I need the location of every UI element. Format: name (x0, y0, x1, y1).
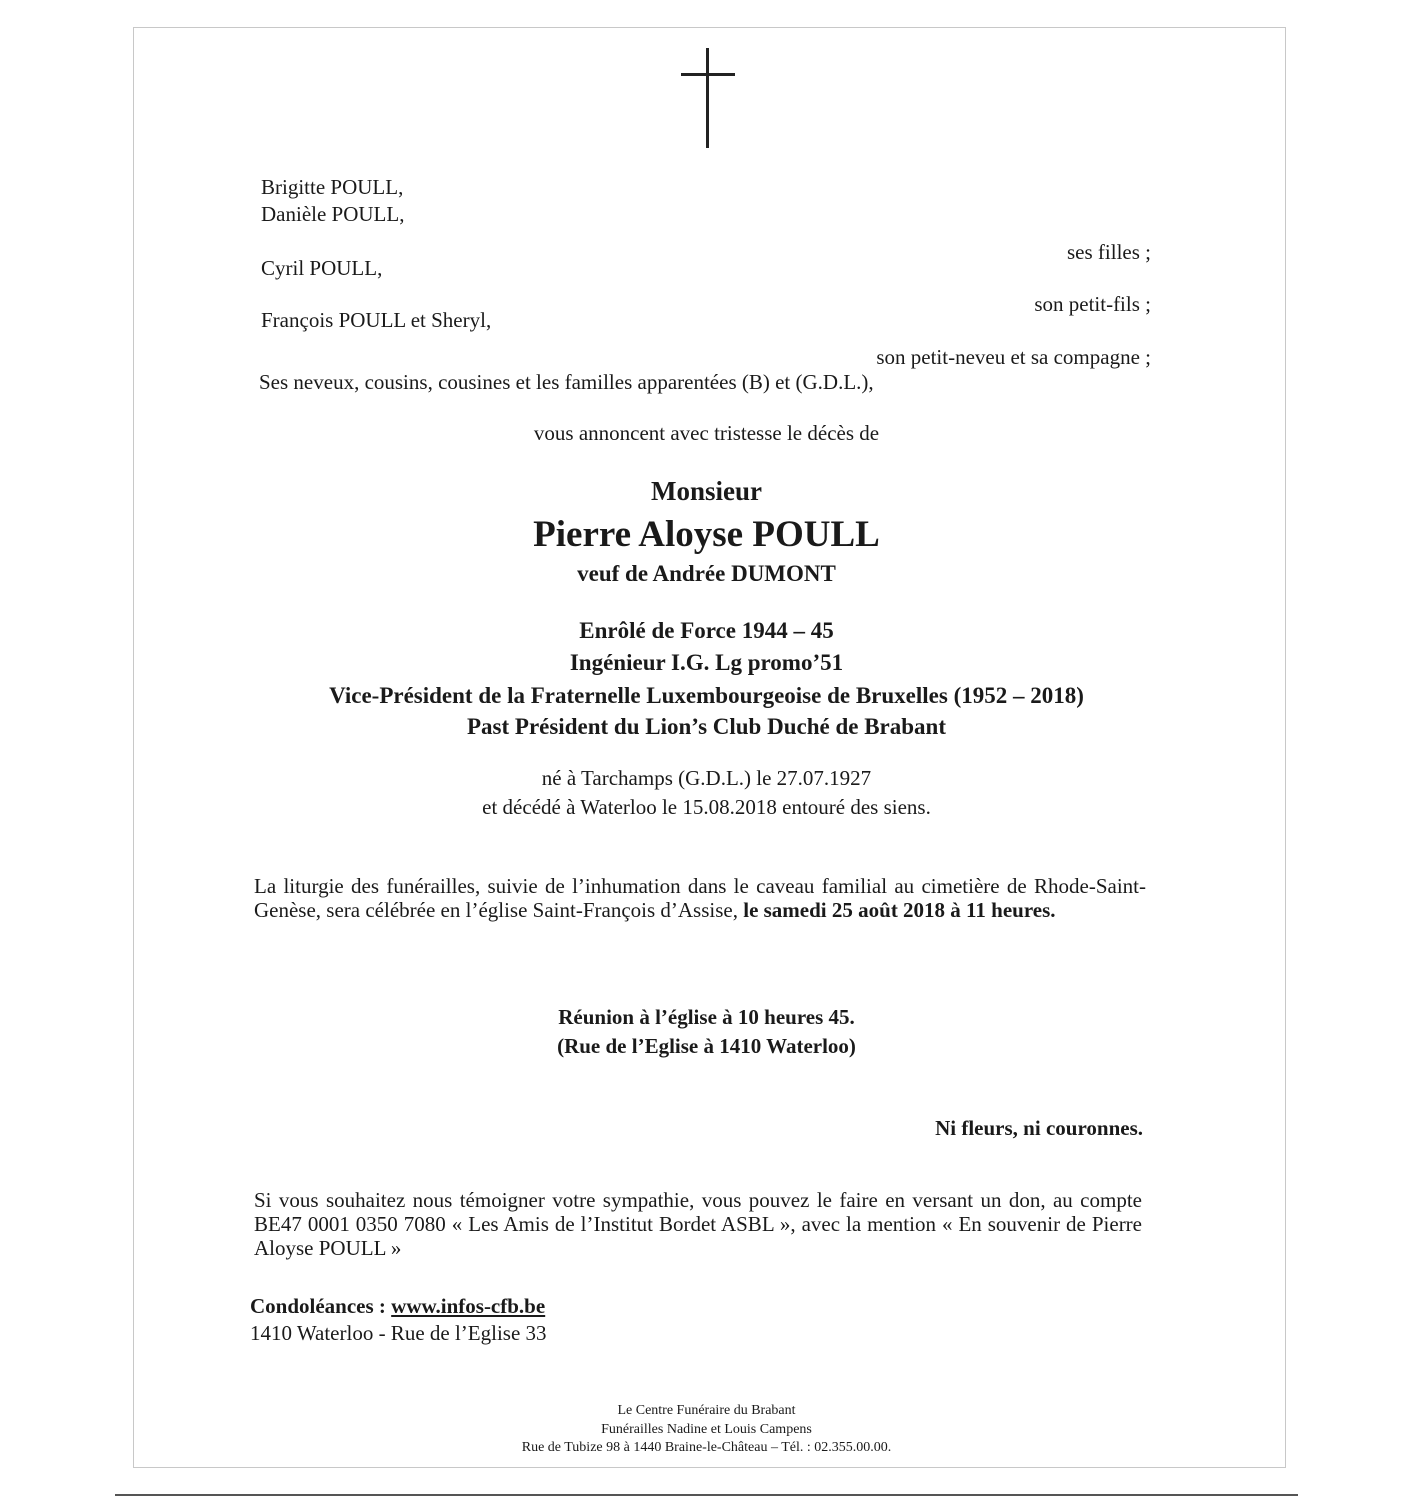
other-relatives: Ses neveux, cousins, cousines et les familles apparentées (B) et (G.D.L.), (259, 370, 874, 394)
daughters-relation: ses filles ; (1067, 240, 1151, 264)
widower-line: veuf de Andrée DUMONT (577, 561, 836, 586)
birth-line: né à Tarchamps (G.D.L.) le 27.07.1927 (541, 766, 872, 790)
condolences-line (250, 1294, 545, 1318)
funeral-paragraph (254, 874, 1146, 922)
death-line: et décédé à Waterloo le 15.08.2018 entouré des siens. (482, 795, 931, 819)
condolences-link[interactable]: www.infos-cfb.be (391, 1294, 546, 1318)
announcement: vous annoncent avec tristesse le décès de (533, 421, 880, 445)
donation-paragraph: Si vous souhaitez nous témoigner votre sympathie, vous pouvez le faire en versant un don, au compte BE47 0001 0350 7080 « Les Amis de l’Institut Bordet ASBL », avec la mention « En souvenir de Pierre Aloyse POULL » (254, 1188, 1142, 1260)
title-1: Enrôlé de Force 1944 – 45 (579, 618, 834, 643)
grandnephew: François POULL et Sheryl, (261, 308, 492, 332)
salutation: Monsieur (651, 476, 762, 506)
title-3: Vice-Président de la Fraternelle Luxembourgeoise de Bruxelles (1952 – 2018) (329, 683, 1084, 708)
funeral-datetime: le samedi 25 août 2018 à 11 heures. (743, 898, 1056, 922)
deceased-name: Pierre Aloyse POULL (533, 514, 880, 555)
daughter-2: Danièle POULL, (261, 202, 405, 226)
daughter-1: Brigitte POULL, (261, 175, 404, 199)
title-4: Past Président du Lion’s Club Duché de Brabant (466, 714, 946, 739)
funeral-text: La liturgie des funérailles, suivie de l’inhumation dans le caveau familial au cimetière de Rhode-Saint-Genèse, sera célébrée en l’église Saint-François d’Assise, (254, 874, 1146, 922)
scan-edge-line (115, 1494, 1298, 1496)
title-2: Ingénieur I.G. Lg promo’51 (569, 650, 844, 675)
meeting-time: Réunion à l’église à 10 heures 45. (558, 1005, 855, 1029)
grandson-relation: son petit-fils ; (1034, 292, 1151, 316)
footer-line-2: Funérailles Nadine et Louis Campens (601, 1422, 812, 1437)
no-flowers: Ni fleurs, ni couronnes. (935, 1116, 1143, 1140)
grandnephew-relation: son petit-neveu et sa compagne ; (876, 345, 1151, 369)
condolences-address: 1410 Waterloo - Rue de l’Eglise 33 (250, 1321, 547, 1345)
footer-line-3: Rue de Tubize 98 à 1440 Braine-le-Château – Tél. : 02.355.00.00. (521, 1440, 892, 1455)
grandson: Cyril POULL, (261, 256, 383, 280)
condolences-label: Condoléances : (250, 1294, 386, 1318)
meeting-address: (Rue de l’Eglise à 1410 Waterloo) (557, 1034, 856, 1058)
footer-line-1: Le Centre Funéraire du Brabant (617, 1403, 796, 1418)
